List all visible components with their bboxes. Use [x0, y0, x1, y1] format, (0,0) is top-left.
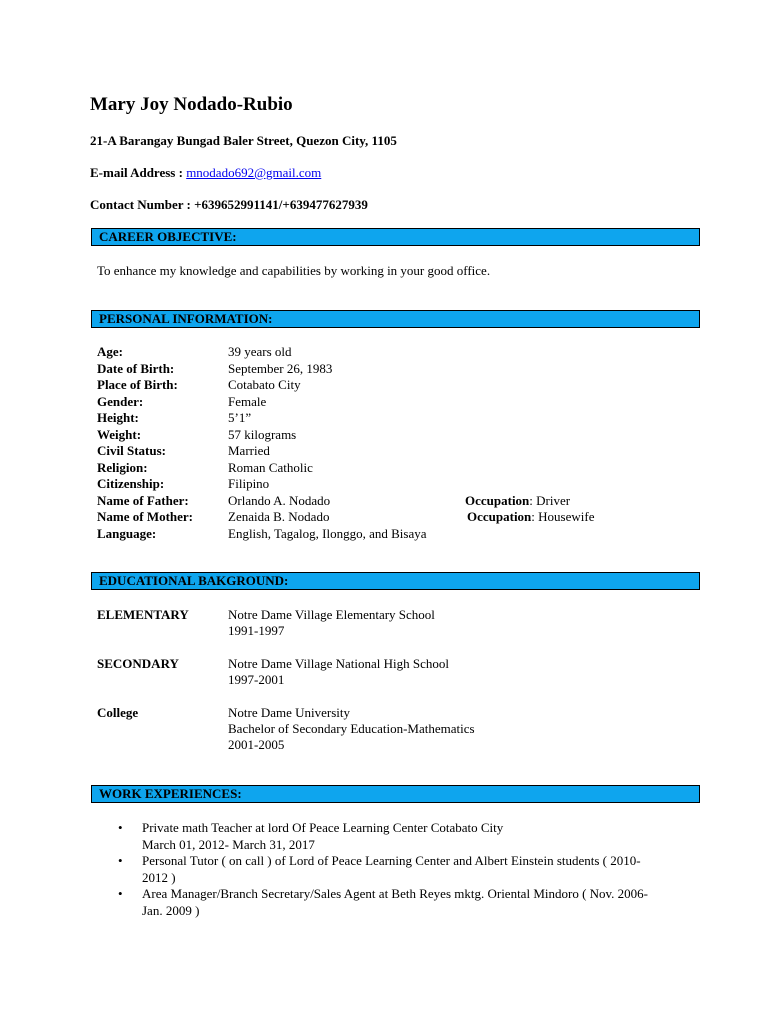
info-value: 57 kilograms: [228, 426, 297, 442]
info-label: Gender:: [97, 393, 144, 409]
contact-label: Contact Number :: [90, 197, 195, 212]
work-experience-heading: WORK EXPERIENCES:: [91, 785, 700, 803]
school-years: 1991-1997: [228, 623, 285, 638]
occupation-value: : Driver: [529, 492, 571, 508]
school-name: Notre Dame Village Elementary School: [228, 607, 435, 622]
work-title: Personal Tutor ( on call ) of Lord of Peace Learning Center and Albert Einstein students ( 2010-: [142, 853, 641, 868]
school-name: Notre Dame University: [228, 705, 351, 720]
info-row-father: [97, 493, 697, 509]
info-row-birthplace: [97, 377, 697, 393]
list-item: [118, 886, 688, 919]
email-label: E-mail Address :: [90, 165, 187, 180]
contact-line: [90, 197, 368, 213]
father-occupation: [465, 493, 570, 509]
occupation-label: Occupation: [467, 509, 532, 524]
info-value: English, Tagalog, Ilonggo, and Bisaya: [228, 525, 427, 541]
info-label: Civil Status:: [97, 443, 166, 458]
info-row-weight: [97, 427, 697, 443]
list-item: [118, 820, 688, 853]
info-value: Female: [228, 393, 267, 409]
bullet-icon: •: [118, 853, 123, 868]
school-name: Notre Dame Village National High School: [228, 656, 450, 671]
bullet-icon: •: [118, 886, 123, 901]
email-line: [90, 165, 321, 181]
career-objective-text: To enhance my knowledge and capabilities by working in your good office.: [97, 263, 491, 278]
work-dates: Jan. 2009 ): [142, 902, 200, 918]
info-row-mother: [97, 509, 697, 525]
work-experience-list: [118, 820, 688, 919]
info-label: Height:: [97, 410, 139, 425]
info-label: Weight:: [97, 426, 142, 442]
degree-name: Bachelor of Secondary Education-Mathematics: [228, 721, 475, 736]
info-value: Orlando A. Nodado: [228, 492, 331, 508]
info-value: Roman Catholic: [228, 459, 313, 475]
school-years: 2001-2005: [228, 737, 285, 752]
bullet-icon: •: [118, 820, 123, 835]
info-row-age: [97, 344, 697, 360]
occupation-value: : Housewife: [531, 509, 595, 524]
occupation-label: Occupation: [465, 492, 530, 508]
personal-info-heading: PERSONAL INFORMATION:: [91, 310, 700, 328]
education-level: ELEMENTARY: [97, 607, 189, 622]
info-label: Place of Birth:: [97, 377, 178, 392]
info-value: Zenaida B. Nodado: [228, 509, 330, 524]
work-dates: 2012 ): [142, 869, 176, 885]
info-value: 39 years old: [228, 344, 292, 359]
work-title: Area Manager/Branch Secretary/Sales Agent at Beth Reyes mktg. Oriental Mindoro ( Nov. 2006-: [142, 886, 649, 901]
info-label: Language:: [97, 525, 157, 541]
info-value: Married: [228, 443, 270, 458]
mother-occupation: [467, 509, 594, 525]
info-row-language: [97, 526, 697, 542]
info-label: Religion:: [97, 459, 148, 475]
info-label: Citizenship:: [97, 476, 165, 491]
info-row-dob: [97, 361, 697, 377]
work-dates: March 01, 2012- March 31, 2017: [142, 836, 315, 852]
info-row-height: [97, 410, 697, 426]
list-item: [118, 853, 688, 886]
address: 21-A Barangay Bungad Baler Street, Quezon City, 1105: [90, 133, 397, 148]
applicant-name: Mary Joy Nodado-Rubio: [90, 94, 293, 115]
info-label: Name of Mother:: [97, 509, 194, 524]
info-value: 5’1”: [228, 410, 252, 425]
info-value: Filipino: [228, 476, 270, 491]
school-years: 1997-2001: [228, 672, 285, 687]
work-title: Private math Teacher at lord Of Peace Learning Center Cotabato City: [142, 820, 504, 835]
career-objective-heading: CAREER OBJECTIVE:: [91, 228, 700, 246]
info-value: Cotabato City: [228, 377, 301, 392]
info-label: Name of Father:: [97, 492, 189, 508]
education-level: College: [97, 705, 139, 720]
education-heading: EDUCATIONAL BAKGROUND:: [91, 572, 700, 590]
info-row-citizenship: [97, 476, 697, 492]
email-link[interactable]: mnodado692@gmail.com: [186, 165, 322, 180]
info-value: September 26, 1983: [228, 360, 333, 376]
info-row-gender: [97, 394, 697, 410]
contact-number: +639652991141/+639477627939: [194, 197, 368, 212]
info-row-civil-status: [97, 443, 697, 459]
education-level: SECONDARY: [97, 656, 179, 671]
info-row-religion: [97, 460, 697, 476]
info-label: Age:: [97, 344, 123, 359]
info-label: Date of Birth:: [97, 360, 175, 376]
